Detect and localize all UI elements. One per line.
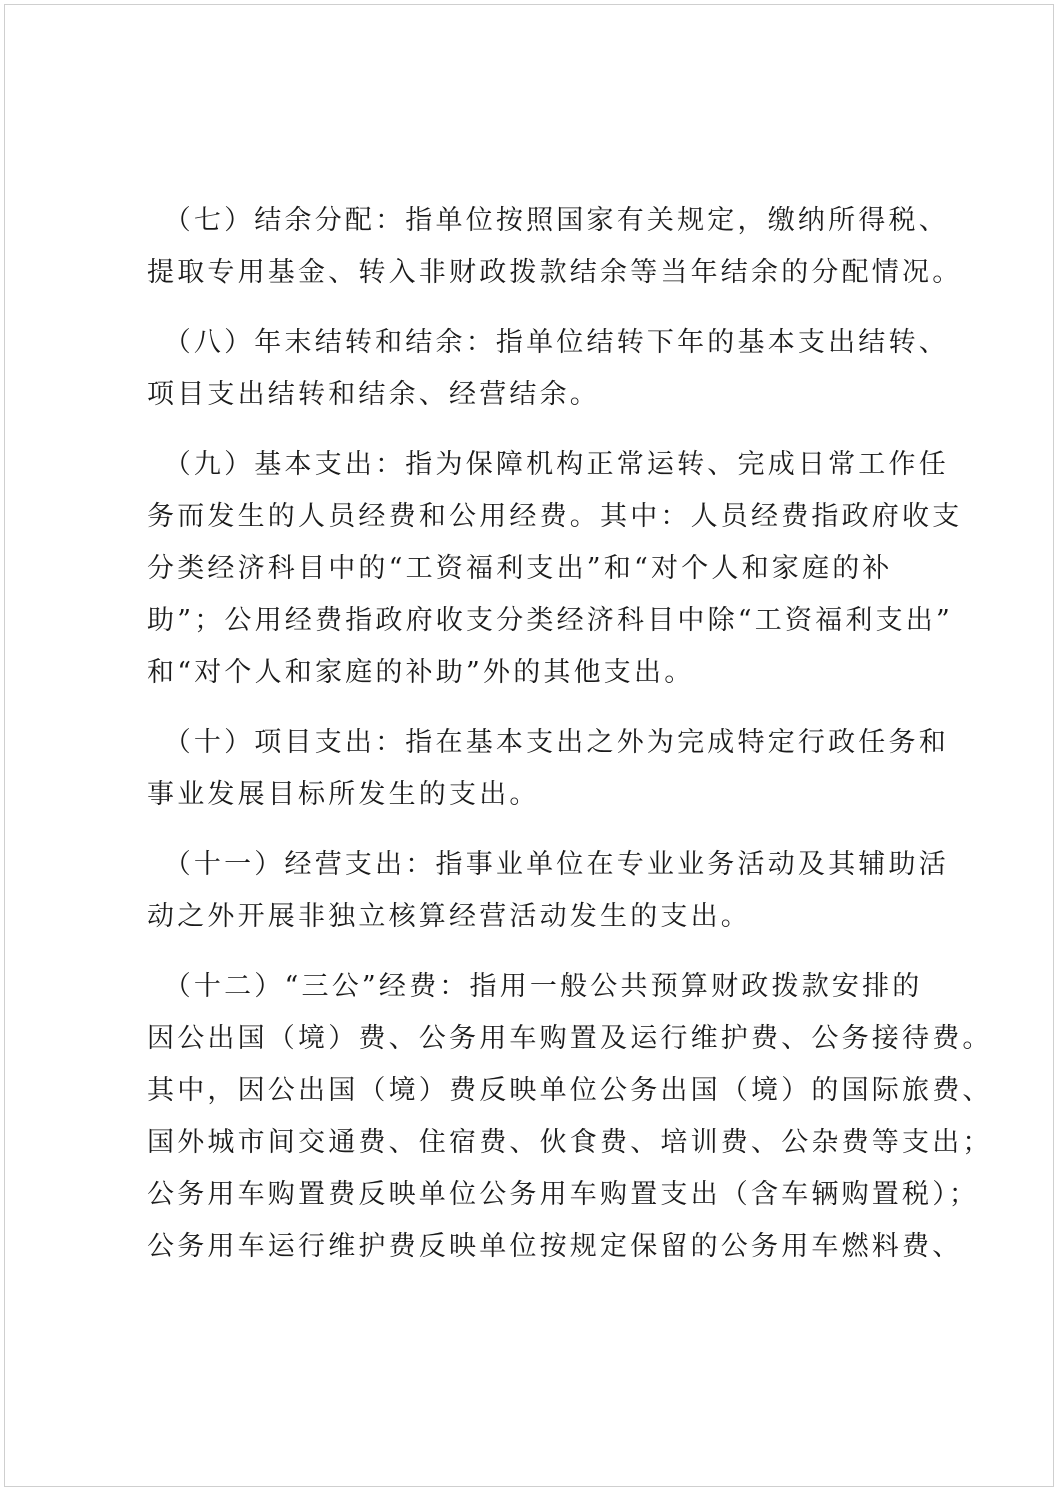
text-line: 提取专用基金、转入非财政拨款结余等当年结余的分配情况。	[147, 257, 963, 288]
text-line: 动之外开展非独立核算经营活动发生的支出。	[147, 901, 751, 932]
text-line: 因公出国（境）费、公务用车购置及运行维护费、公务接待费。	[147, 1023, 993, 1054]
paragraph-gap	[147, 299, 953, 317]
text-line: 项目支出结转和结余、经营结余。	[147, 379, 600, 410]
text-line: 分类经济科目中的“工资福利支出”和“对个人和家庭的补	[147, 553, 893, 584]
text-line: （十二）“三公”经费：指用一般公共预算财政拨款安排的	[147, 971, 923, 1002]
text-line: 公务用车购置费反映单位公务用车购置支出（含车辆购置税）；	[147, 1179, 980, 1210]
paragraph-eleven	[147, 839, 953, 943]
paragraph-eight	[147, 317, 953, 421]
text-line: （十一）经营支出：指事业单位在专业业务活动及其辅助活	[147, 849, 949, 880]
text-line: 和“对个人和家庭的补助”外的其他支出。	[147, 657, 695, 688]
document-page	[4, 4, 1054, 1487]
paragraph-gap	[147, 699, 953, 717]
text-line: 国外城市间交通费、住宿费、伙食费、培训费、公杂费等支出；	[147, 1127, 993, 1158]
text-line: 事业发展目标所发生的支出。	[147, 779, 540, 810]
text-line: （九）基本支出：指为保障机构正常运转、完成日常工作任	[147, 449, 949, 480]
text-line: 务而发生的人员经费和公用经费。其中：人员经费指政府收支	[147, 501, 963, 532]
text-line: 公务用车运行维护费反映单位按规定保留的公务用车燃料费、	[147, 1231, 963, 1262]
paragraph-gap	[147, 421, 953, 439]
document-body	[147, 195, 993, 1273]
text-line: 其中，因公出国（境）费反映单位公务出国（境）的国际旅费、	[147, 1075, 993, 1106]
text-line: （十）项目支出：指在基本支出之外为完成特定行政任务和	[147, 727, 949, 758]
paragraph-nine	[147, 439, 963, 699]
text-line: （七）结余分配：指单位按照国家有关规定，缴纳所得税、	[147, 205, 949, 236]
paragraph-gap	[147, 943, 953, 961]
paragraph-ten	[147, 717, 953, 821]
paragraph-seven	[147, 195, 963, 299]
text-line: 助”；公用经费指政府收支分类经济科目中除“工资福利支出”	[147, 605, 954, 636]
paragraph-gap	[147, 821, 953, 839]
text-line: （八）年末结转和结余：指单位结转下年的基本支出结转、	[147, 327, 949, 358]
paragraph-twelve	[147, 961, 993, 1273]
